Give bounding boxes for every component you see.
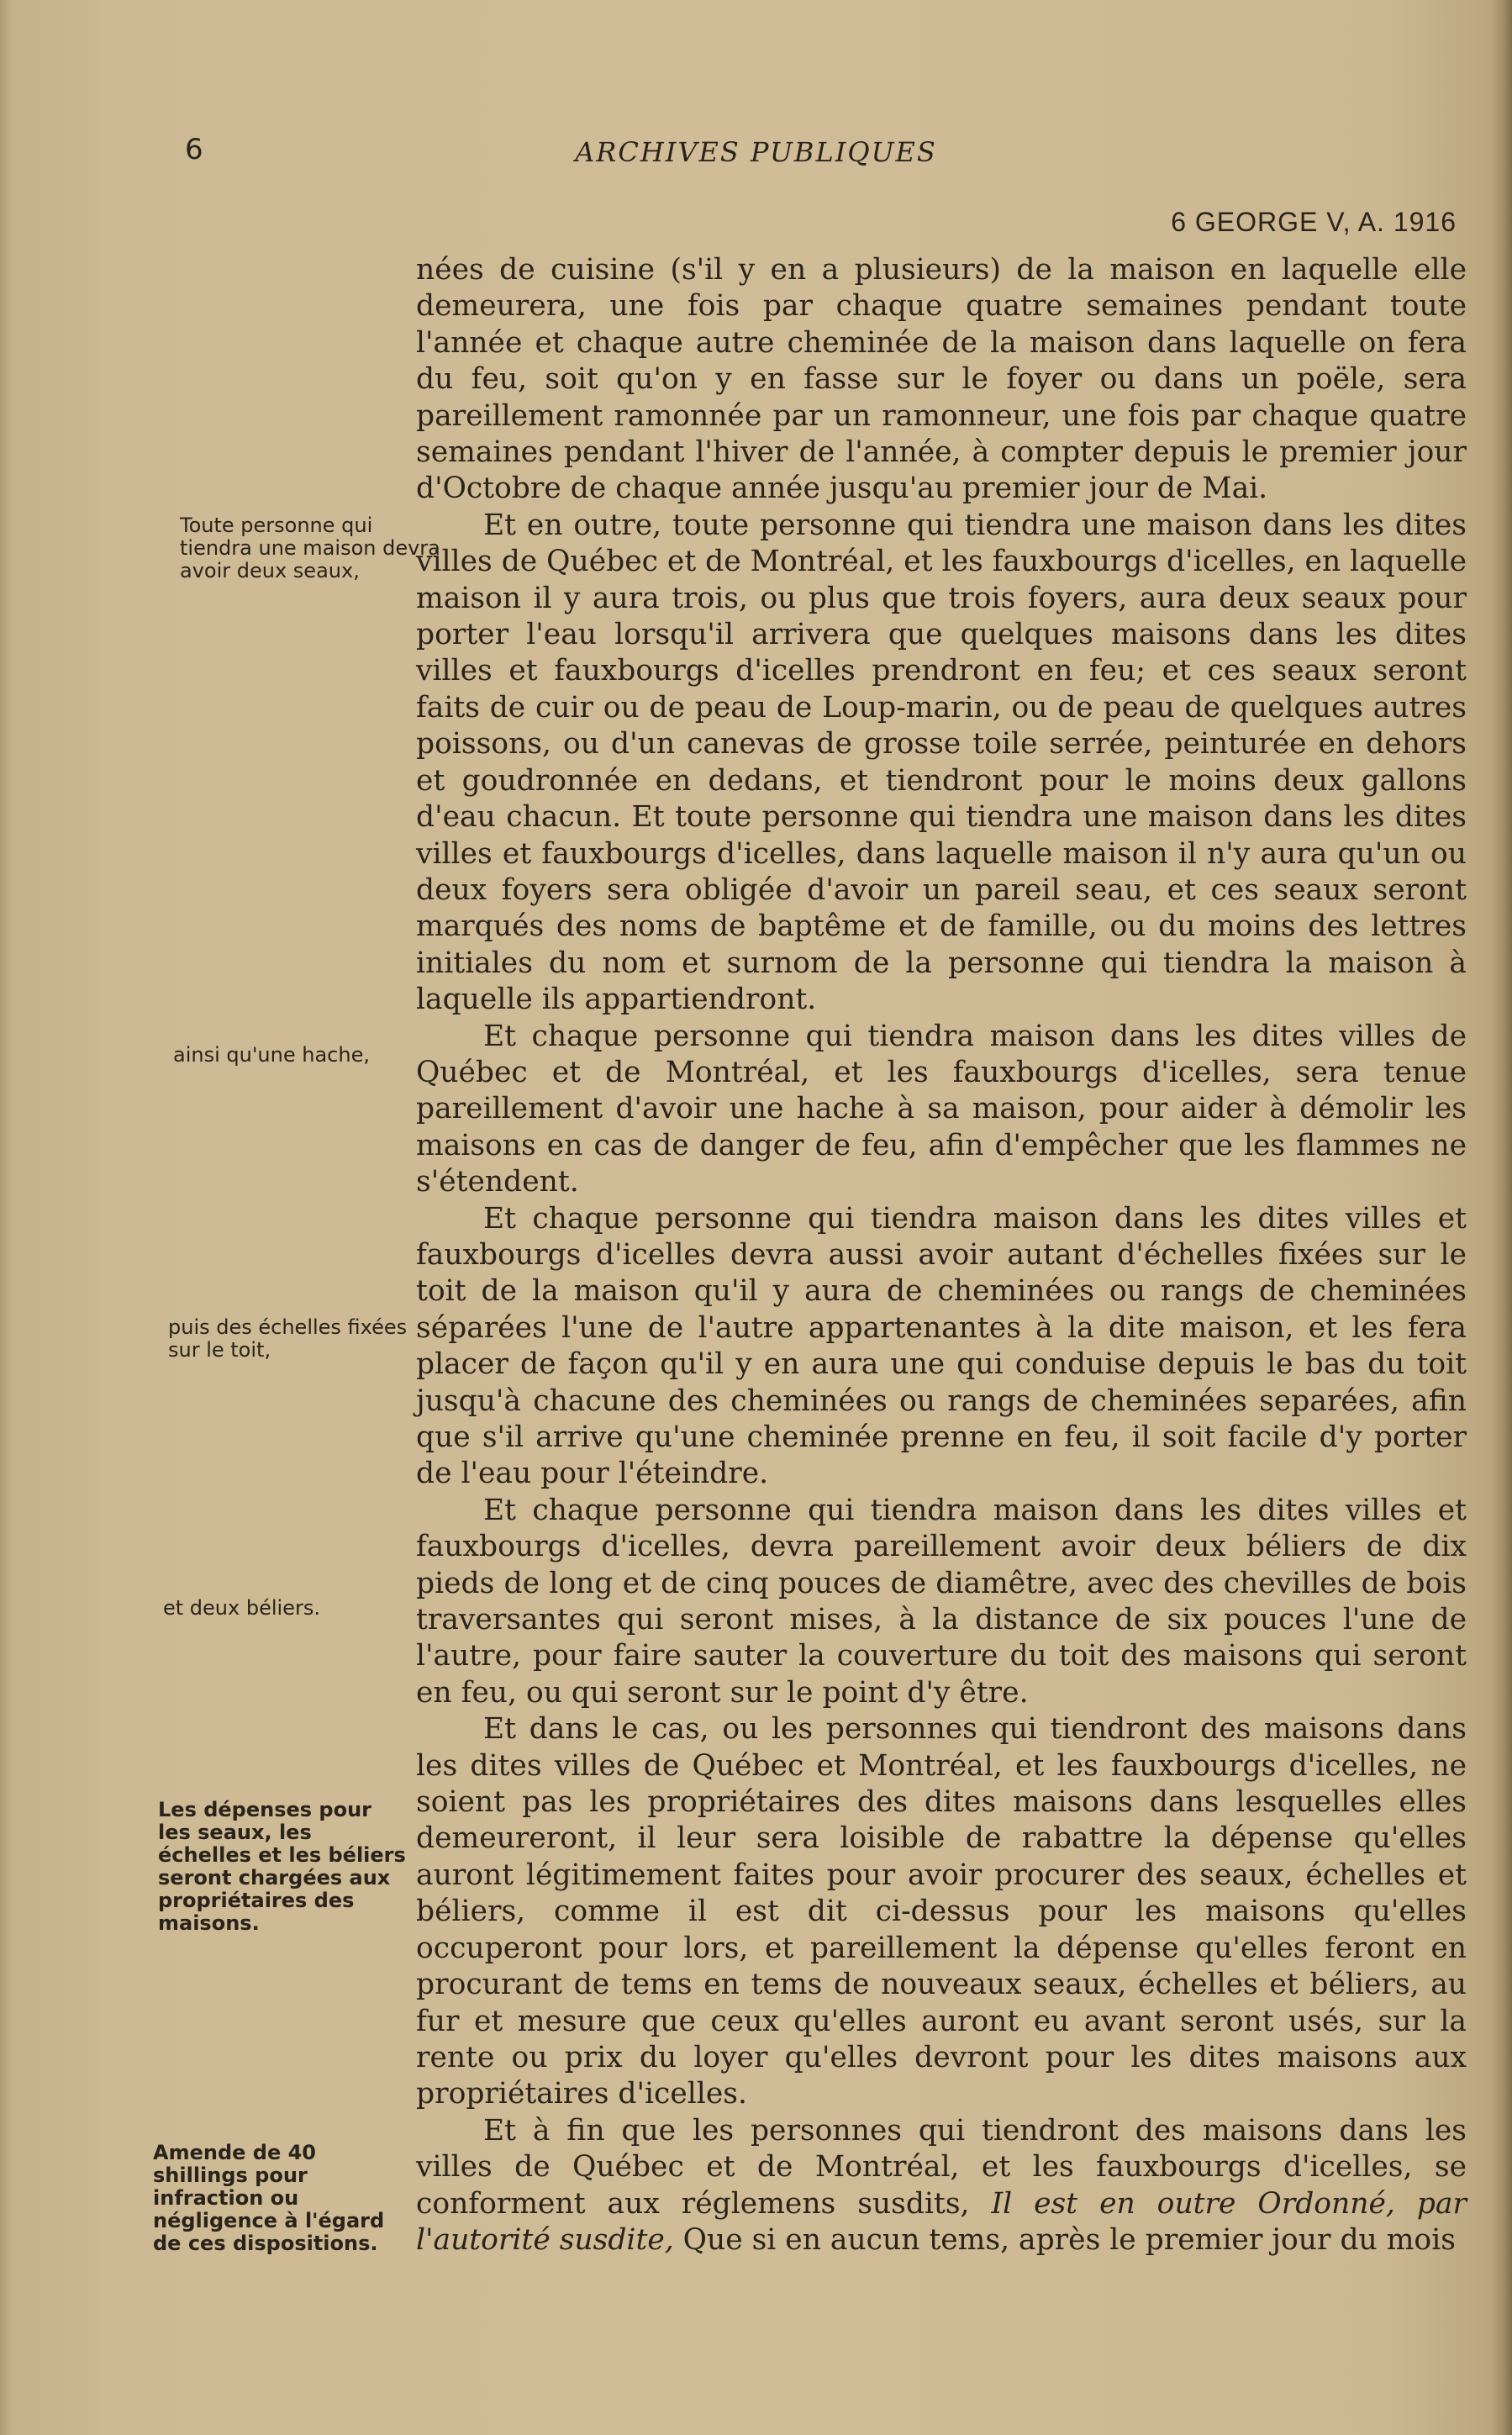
session-reference: 6 GEORGE V, A. 1916	[1171, 207, 1457, 237]
paragraph	[416, 2113, 1467, 2259]
paragraph: Et chaque personne qui tiendra maison dans les dites villes et fauxbourgs d'icelles, devra pareillement avoir deux béliers de dix pieds de long et de cinq pouces de diamêtre, avec des chevilles de bois traversantes qui seront mises, à la distance de six pouces l'une de l'autre, pour faire sauter la couverture du toit des maisons qui seront en feu, ou qui seront sur le point d'y être.	[416, 1493, 1467, 1710]
paragraph-text: Et à fin que les personnes qui tiendront des maisons dans les villes de Québec et de Montréal, et les fauxbourgs d'icelles, se conforment aux réglemens susdits,	[416, 2113, 1467, 2221]
marginal-note: Amende de 40 shillings pour infraction ou négligence à l'égard de ces dispositions.	[153, 2141, 385, 2255]
body-text	[416, 252, 1467, 2258]
paragraph: Et chaque personne qui tiendra maison dans les dites villes et fauxbourgs d'icelles devra aussi avoir autant d'échelles fixées sur le toit de la maison qu'il y aura de cheminées ou rangs de cheminées séparées l'une de l'autre appartenantes à la dite maison, et les fera placer de façon qu'il y en aura une qui conduise depuis le bas du toit jusqu'à chacune des cheminées ou rangs de cheminées separées, afin que s'il arrive qu'une cheminée prenne en feu, il soit facile d'y porter de l'eau pour l'éteindre.	[416, 1201, 1467, 1491]
marginal-note: puis des échelles fixées sur le toit,	[168, 1315, 408, 1362]
paragraph-text-tail: Que si en aucun tems, après le premier jour du mois	[673, 2222, 1456, 2257]
marginal-note: et deux béliers.	[163, 1596, 320, 1620]
page-number: 6	[185, 133, 203, 166]
marginal-note: Les dépenses pour les seaux, les échelles et les béliers seront chargées aux propriétaires des maisons.	[158, 1798, 406, 1935]
paragraph: Et dans le cas, ou les personnes qui tiendront des maisons dans les dites villes de Québec et Montréal, et les fauxbourgs d'icelles, ne soient pas les propriétaires des dites maisons dans lesquelles elles demeureront, il leur sera loisible de rabattre la dépense qu'elles auront légitimement faites pour avoir procurer des seaux, échelles et béliers, comme il est dit ci-dessus pour les maisons qu'elles occuperont pour lors, et pareillement la dépense qu'elles feront en procurant de tems en tems de nouveaux seaux, échelles et béliers, au fur et mesure que ceux qu'elles auront eu avant seront usés, sur la rente ou prix du loyer qu'elles devront pour les dites maisons aux propriétaires d'icelles.	[416, 1712, 1467, 2111]
running-title: ARCHIVES PUBLIQUES	[575, 136, 937, 168]
paragraph-italic-text: Il est en outre Ordonné, par l'autorité susdite,	[416, 2186, 1467, 2257]
page-edge-shadow-left	[0, 0, 12, 2435]
marginal-note: Toute personne qui tiendra une maison devra avoir deux seaux,	[180, 514, 440, 582]
paragraph: nées de cuisine (s'il y en a plusieurs) de la maison en laquelle elle demeurera, une fois par chaque quatre semaines pendant toute l'année et chaque autre cheminée de la maison dans laquelle on fera du feu, soit qu'on y en fasse sur le foyer ou dans un poële, sera pareillement ramonnée par un ramonneur, une fois par chaque quatre semaines pendant l'hiver de l'année, à compter depuis le premier jour d'Octobre de chaque année jusqu'au premier jour de Mai.	[416, 253, 1467, 506]
paragraph: Et chaque personne qui tiendra maison dans les dites villes de Québec et de Montréal, et les fauxbourgs d'icelles, sera tenue pareillement d'avoir une hache à sa maison, pour aider à démolir les maisons en cas de danger de feu, afin d'empêcher que les flammes ne s'étendent.	[416, 1019, 1467, 1199]
marginal-note: ainsi qu'une hache,	[173, 1043, 370, 1067]
paragraph: Et en outre, toute personne qui tiendra une maison dans les dites villes de Québec et de Montréal, et les fauxbourgs d'icelles, en laquelle maison il y aura trois, ou plus que trois foyers, aura deux seaux pour porter l'eau lorsqu'il arrivera que quelques maisons dans les dites villes et fauxbourgs d'icelles prendront en feu; et ces seaux seront faits de cuir ou de peau de Loup-marin, ou de peau de quelques autres poissons, ou d'un canevas de grosse toile serrée, peinturée en dehors et goudronnée en dedans, et tiendront pour le moins deux gallons d'eau chacun. Et toute personne qui tiendra une maison dans les dites villes et fauxbourgs d'icelles, dans laquelle maison il n'y aura qu'un ou deux foyers sera obligée d'avoir un pareil seau, et ces seaux seront marqués des noms de baptême et de famille, ou du moins des lettres initiales du nom et surnom de la personne qui tiendra la maison à laquelle ils appartiendront.	[416, 508, 1467, 1017]
page-edge-shadow-right	[1490, 0, 1512, 2435]
